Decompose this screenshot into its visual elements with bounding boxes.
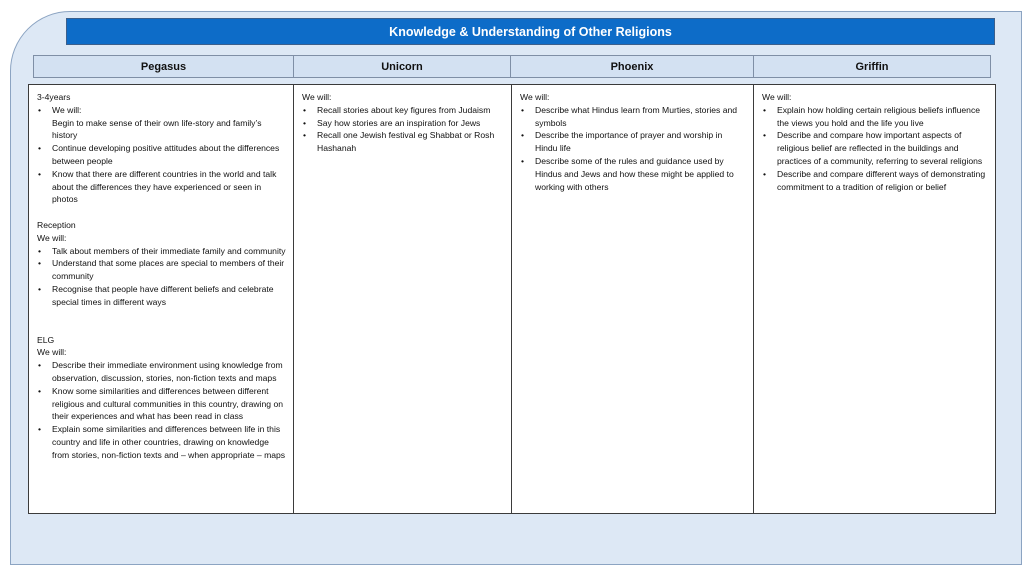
list-item: • Talk about members of their immediate family and community (37, 245, 287, 258)
header-unicorn: Unicorn (294, 56, 511, 77)
section-intro: We will: (762, 92, 792, 102)
header-phoenix: Phoenix (511, 56, 754, 77)
list-reception (37, 245, 287, 309)
list-item: • Say how stories are an inspiration for Jews (302, 117, 505, 130)
cell-phoenix (512, 85, 754, 513)
section-intro: We will: (302, 92, 332, 102)
list-item-label: We will: (52, 104, 82, 115)
list-item: • Know some similarities and differences between different religious and cultural communities in this country, drawing on their experiences and what has been read in class (37, 385, 287, 423)
list-item: • Describe their immediate environment using knowledge from observation, discussion, stories, non-fiction texts and maps (37, 359, 287, 385)
cell-pegasus (29, 85, 294, 513)
list-phoenix (520, 104, 747, 194)
list-item: • Understand that some places are special to members of their community (37, 257, 287, 283)
list-item: • Recall one Jewish festival eg Shabbat or Rosh Hashanah (302, 129, 505, 155)
list-item: • Recognise that people have different beliefs and celebrate special times in different ways (37, 283, 287, 309)
header-griffin: Griffin (855, 60, 889, 73)
list-item: • Describe what Hindus learn from Murties, stories and symbols (520, 104, 747, 130)
section-title-3-4years: 3-4years (37, 92, 71, 102)
section-intro: We will: (37, 232, 67, 243)
list-item: • Describe the importance of prayer and worship in Hindu life (520, 129, 747, 155)
list-item: • Continue developing positive attitudes about the differences between people (37, 142, 287, 168)
section-intro: We will: (37, 347, 67, 358)
list-item: • Describe some of the rules and guidance used by Hindus and Jews and how these might be applied to working with others (520, 155, 747, 193)
section-intro: We will: (520, 92, 550, 102)
list-item: • Recall stories about key figures from Judaism (302, 104, 505, 117)
list-item: • Know that there are different countries in the world and talk about the differences they have experienced or seen in photos (37, 168, 287, 206)
section-title-reception: Reception (37, 219, 76, 230)
list-unicorn (302, 104, 505, 155)
table-content-row (28, 84, 996, 514)
list-elg (37, 359, 287, 461)
page-title: Knowledge & Understanding of Other Religions (389, 24, 672, 39)
section-title-elg: ELG (37, 334, 55, 345)
list-item: • Describe and compare different ways of demonstrating commitment to a tradition of religion or belief (762, 168, 989, 194)
page-title-bar (66, 18, 995, 45)
cell-griffin (754, 85, 995, 513)
list-item: • Explain some similarities and differences between life in this country and life in other countries, drawing on knowledge from stories, non-fiction texts and – when appropriate – maps (37, 423, 287, 461)
header-pegasus: Pegasus (34, 56, 294, 77)
list-item (37, 104, 287, 142)
cell-unicorn (294, 85, 512, 513)
list-item-text: Begin to make sense of their own life-story and family’s history (52, 117, 262, 141)
list-griffin (762, 104, 989, 194)
list-item: • Describe and compare how important aspects of religious belief are reflected in the buildings and practices of a community, referring to several religions (762, 129, 989, 167)
list-3-4years (37, 104, 287, 206)
list-item: • Explain how holding certain religious beliefs influence the views you hold and the life you live (762, 104, 989, 130)
table-header-row (33, 55, 991, 78)
